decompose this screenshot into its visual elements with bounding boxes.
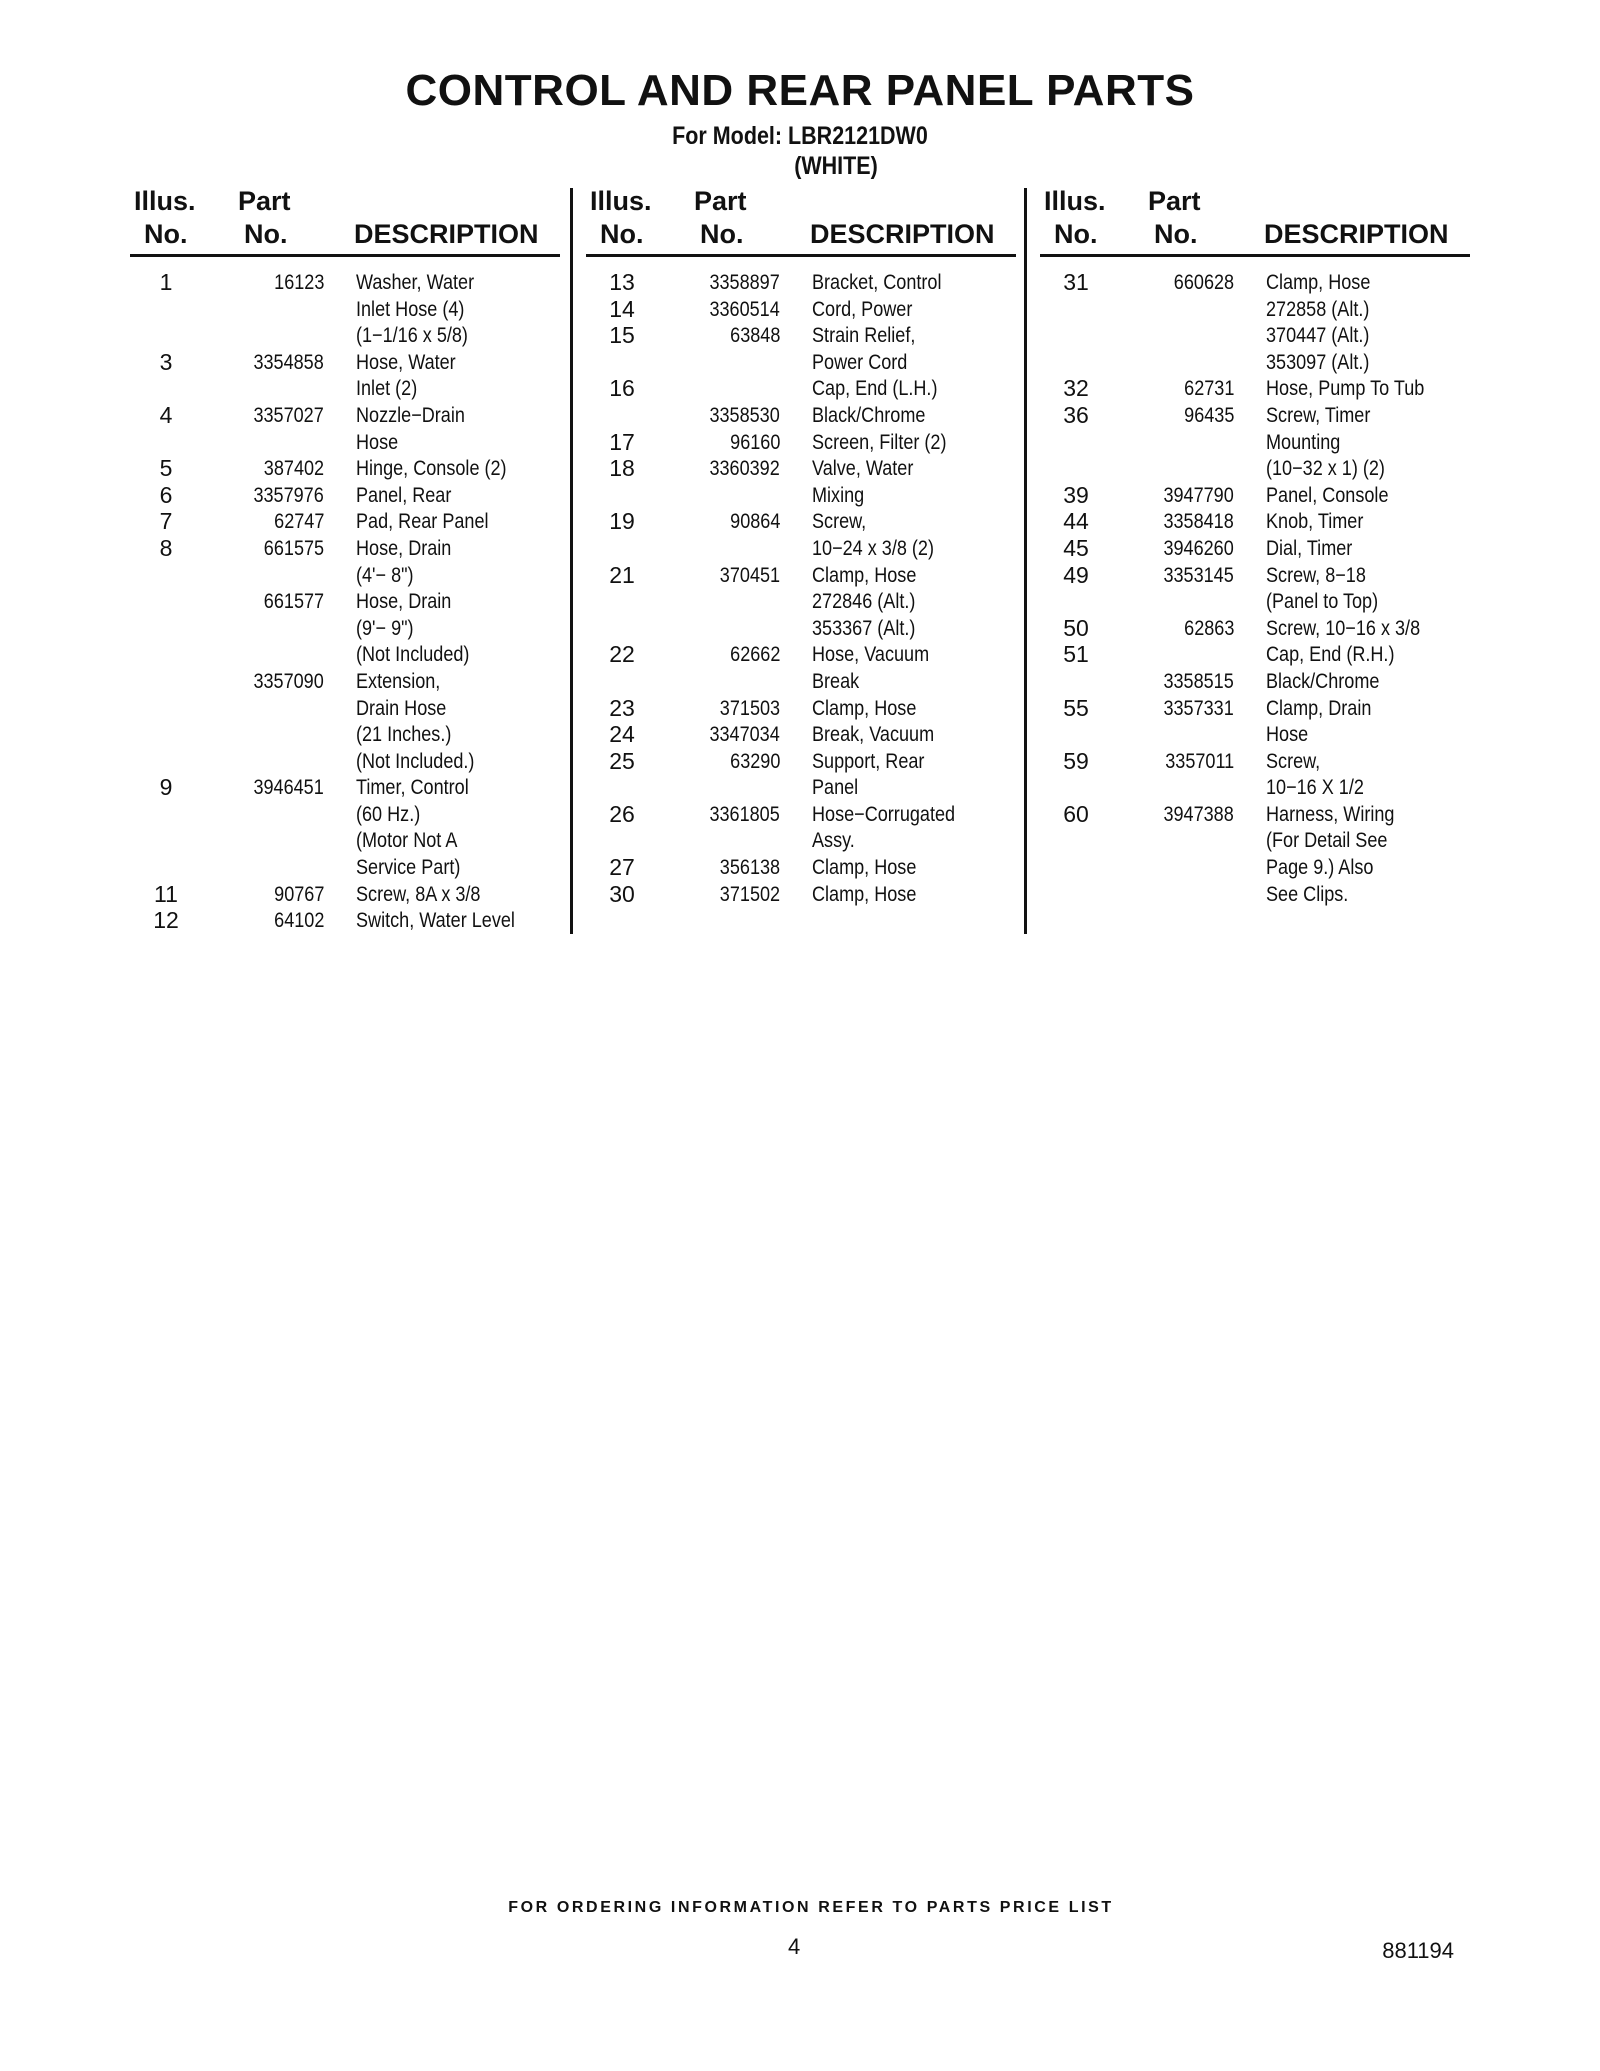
part-description: Support, Rear bbox=[812, 749, 925, 773]
part-description: Strain Relief, bbox=[812, 324, 916, 348]
parts-row bbox=[586, 377, 1016, 404]
part-description: (1−1/16 x 5/8) bbox=[356, 324, 468, 348]
part-description: Cord, Power bbox=[812, 297, 913, 321]
part-number: 3360514 bbox=[709, 297, 780, 321]
parts-row bbox=[130, 909, 560, 936]
illus-number: 5 bbox=[159, 455, 173, 482]
part-number: 63290 bbox=[729, 749, 780, 773]
part-description: (Motor Not A bbox=[356, 829, 458, 853]
parts-row bbox=[586, 404, 1016, 431]
illus-number: 44 bbox=[1063, 508, 1089, 535]
parts-row bbox=[130, 856, 560, 883]
illus-number: 8 bbox=[159, 534, 173, 561]
parts-row bbox=[1040, 829, 1470, 856]
part-number: 62747 bbox=[273, 510, 324, 534]
parts-row bbox=[1040, 324, 1470, 351]
illus-number: 9 bbox=[159, 774, 173, 801]
illus-number: 4 bbox=[159, 401, 173, 428]
part-description: Screw, 8A x 3/8 bbox=[356, 882, 481, 906]
parts-row bbox=[1040, 298, 1470, 325]
illus-number: 26 bbox=[609, 800, 635, 827]
part-number: 370451 bbox=[719, 563, 780, 587]
parts-row bbox=[1040, 883, 1470, 910]
illus-number: 51 bbox=[1063, 641, 1089, 668]
parts-row bbox=[586, 561, 1016, 591]
parts-row bbox=[586, 537, 1016, 564]
parts-row bbox=[586, 800, 1016, 830]
parts-row bbox=[130, 697, 560, 724]
part-number: 661577 bbox=[263, 590, 324, 614]
parts-row bbox=[586, 324, 1016, 351]
part-description: 370447 (Alt.) bbox=[1266, 324, 1370, 348]
parts-row bbox=[130, 534, 560, 564]
part-number: 3360392 bbox=[709, 457, 780, 481]
parts-row bbox=[1040, 776, 1470, 803]
parts-row bbox=[130, 510, 560, 537]
part-description: 353367 (Alt.) bbox=[812, 616, 916, 640]
illus-number: 3 bbox=[159, 348, 173, 375]
illus-number: 59 bbox=[1063, 747, 1089, 774]
parts-row bbox=[586, 856, 1016, 883]
part-description: Washer, Water bbox=[356, 271, 475, 294]
parts-row bbox=[130, 750, 560, 777]
part-description: Screw, bbox=[812, 510, 867, 534]
parts-row bbox=[586, 670, 1016, 697]
part-number: 64102 bbox=[273, 909, 324, 933]
illus-header-line1: Illus. bbox=[1044, 186, 1106, 216]
part-description: (10−32 x 1) (2) bbox=[1266, 457, 1385, 481]
parts-row bbox=[130, 348, 560, 378]
parts-row bbox=[1040, 561, 1470, 591]
part-description: Panel, Rear bbox=[356, 483, 452, 507]
part-description: Extension, bbox=[356, 669, 441, 693]
illus-header-line1: Illus. bbox=[590, 186, 652, 216]
parts-row bbox=[586, 776, 1016, 803]
part-description: Cap, End (L.H.) bbox=[812, 377, 938, 401]
illus-number: 27 bbox=[609, 854, 635, 881]
ordering-note: FOR ORDERING INFORMATION REFER TO PARTS PRICE LIST bbox=[508, 1899, 1114, 1916]
part-number: 3357331 bbox=[1163, 696, 1234, 720]
parts-row bbox=[1040, 590, 1470, 617]
part-description: Timer, Control bbox=[356, 776, 469, 800]
illus-number: 49 bbox=[1063, 561, 1089, 588]
parts-row bbox=[1040, 670, 1470, 697]
part-description: Break bbox=[812, 669, 860, 693]
parts-row bbox=[130, 723, 560, 750]
parts-row bbox=[586, 484, 1016, 511]
parts-row bbox=[1040, 510, 1470, 537]
part-number: 3357976 bbox=[253, 483, 324, 507]
part-description: Dial, Timer bbox=[1266, 536, 1353, 560]
part-number: 62662 bbox=[729, 643, 780, 667]
part-header-line1: Part bbox=[1148, 186, 1201, 216]
parts-row bbox=[130, 590, 560, 617]
part-header-line2: No. bbox=[1154, 219, 1198, 249]
part-number: 3357027 bbox=[253, 403, 324, 427]
illus-number: 32 bbox=[1063, 375, 1089, 402]
parts-row bbox=[130, 271, 560, 298]
illus-number: 22 bbox=[609, 641, 635, 668]
parts-row bbox=[130, 880, 560, 910]
parts-rows bbox=[586, 271, 1016, 909]
part-number: 3347034 bbox=[709, 723, 780, 747]
illus-number: 36 bbox=[1063, 401, 1089, 428]
part-description: Break, Vacuum bbox=[812, 723, 935, 747]
part-number: 371503 bbox=[719, 696, 780, 720]
part-description: Drain Hose bbox=[356, 696, 447, 720]
parts-row bbox=[586, 747, 1016, 777]
illus-number: 30 bbox=[609, 880, 635, 907]
part-description: Assy. bbox=[812, 829, 855, 853]
part-number: 3354858 bbox=[253, 350, 324, 374]
part-description: Clamp, Hose bbox=[812, 882, 917, 906]
part-description: Page 9.) Also bbox=[1266, 856, 1374, 880]
part-description: (4'− 8") bbox=[356, 563, 414, 587]
page-number: 4 bbox=[788, 1934, 801, 1959]
parts-row bbox=[1040, 694, 1470, 724]
part-description: Screen, Filter (2) bbox=[812, 430, 947, 454]
part-number: 3947388 bbox=[1163, 802, 1234, 826]
parts-row bbox=[130, 324, 560, 351]
parts-row bbox=[1040, 271, 1470, 298]
parts-row bbox=[130, 298, 560, 325]
parts-row bbox=[1040, 800, 1470, 830]
part-number: 3361805 bbox=[709, 802, 780, 826]
illus-number: 31 bbox=[1063, 269, 1089, 295]
part-description: Inlet Hose (4) bbox=[356, 297, 465, 321]
part-description: Hose, Drain bbox=[356, 536, 452, 560]
part-description: Clamp, Hose bbox=[1266, 271, 1371, 294]
part-description: 353097 (Alt.) bbox=[1266, 350, 1370, 374]
part-number: 3353145 bbox=[1163, 563, 1234, 587]
parts-row bbox=[586, 590, 1016, 617]
parts-row bbox=[1040, 747, 1470, 777]
model-line: For Model: LBR2121DW0 bbox=[672, 122, 928, 150]
part-number: 3946451 bbox=[253, 776, 324, 800]
part-description: Clamp, Hose bbox=[812, 563, 917, 587]
parts-row bbox=[586, 643, 1016, 670]
part-number: 356138 bbox=[719, 856, 780, 880]
part-number: 3358530 bbox=[709, 403, 780, 427]
part-description: Hose bbox=[356, 430, 399, 454]
parts-column-3 bbox=[1040, 186, 1470, 909]
part-header-line1: Part bbox=[694, 186, 747, 216]
parts-row bbox=[130, 564, 560, 591]
part-description: Hose, Vacuum bbox=[812, 643, 930, 667]
part-description: Clamp, Drain bbox=[1266, 696, 1372, 720]
parts-row bbox=[586, 617, 1016, 644]
parts-row bbox=[1040, 723, 1470, 750]
parts-row bbox=[1040, 643, 1470, 670]
part-number: 3358897 bbox=[709, 271, 780, 294]
illus-header-line2: No. bbox=[600, 219, 644, 249]
parts-row bbox=[586, 723, 1016, 750]
illus-number: 6 bbox=[159, 481, 173, 508]
illus-number: 50 bbox=[1063, 614, 1089, 641]
part-description: Screw, 8−18 bbox=[1266, 563, 1366, 587]
part-description: Nozzle−Drain bbox=[356, 403, 465, 427]
illus-header-line2: No. bbox=[1054, 219, 1098, 249]
illus-number: 45 bbox=[1063, 534, 1089, 561]
part-number: 63848 bbox=[729, 324, 780, 348]
parts-row bbox=[586, 880, 1016, 910]
part-description: See Clips. bbox=[1266, 882, 1349, 906]
part-description: Service Part) bbox=[356, 856, 461, 880]
part-description: Screw, bbox=[1266, 749, 1321, 773]
part-description: Power Cord bbox=[812, 350, 908, 374]
parts-rows bbox=[130, 271, 560, 936]
part-number: 62863 bbox=[1183, 616, 1234, 640]
parts-row bbox=[130, 803, 560, 830]
part-number: 96160 bbox=[729, 430, 780, 454]
parts-row bbox=[130, 829, 560, 856]
illus-number: 11 bbox=[154, 880, 178, 907]
description-header: DESCRIPTION bbox=[354, 219, 539, 249]
part-description: Panel bbox=[812, 776, 859, 800]
part-description: (For Detail See bbox=[1266, 829, 1388, 853]
illus-number: 23 bbox=[609, 694, 635, 721]
part-description: Hose−Corrugated bbox=[812, 802, 956, 826]
column-header bbox=[1040, 186, 1470, 257]
parts-row bbox=[1040, 534, 1470, 564]
part-description: 10−16 X 1/2 bbox=[1266, 776, 1364, 800]
part-number: 3946260 bbox=[1163, 536, 1234, 560]
part-number: 3357011 bbox=[1165, 749, 1234, 773]
parts-rows bbox=[1040, 271, 1470, 909]
part-number: 661575 bbox=[263, 536, 324, 560]
illus-number: 60 bbox=[1063, 800, 1089, 827]
parts-row bbox=[586, 457, 1016, 484]
illus-number: 39 bbox=[1063, 481, 1089, 508]
part-description: Pad, Rear Panel bbox=[356, 510, 489, 534]
parts-column-2 bbox=[586, 186, 1016, 909]
part-description: Valve, Water bbox=[812, 457, 914, 481]
column-divider bbox=[1024, 188, 1027, 934]
part-number: 62731 bbox=[1183, 377, 1234, 401]
part-number: 16123 bbox=[273, 271, 324, 294]
part-number: 387402 bbox=[263, 457, 324, 481]
illus-number: 18 bbox=[609, 455, 635, 482]
parts-row bbox=[130, 670, 560, 697]
part-description: Clamp, Hose bbox=[812, 696, 917, 720]
illus-number: 25 bbox=[609, 747, 635, 774]
part-description: (9'− 9") bbox=[356, 616, 414, 640]
illus-number: 21 bbox=[609, 561, 635, 588]
part-description: Bracket, Control bbox=[812, 271, 942, 294]
part-description: (Panel to Top) bbox=[1266, 590, 1379, 614]
color-line: (WHITE) bbox=[794, 152, 878, 180]
part-description: (Not Included.) bbox=[356, 749, 475, 773]
illus-number: 14 bbox=[609, 295, 635, 322]
part-description: (Not Included) bbox=[356, 643, 470, 667]
part-description: (60 Hz.) bbox=[356, 802, 421, 826]
column-header bbox=[130, 186, 560, 257]
part-header-line2: No. bbox=[244, 219, 288, 249]
parts-row bbox=[586, 271, 1016, 298]
part-description: Screw, Timer bbox=[1266, 403, 1371, 427]
part-description: Hinge, Console (2) bbox=[356, 457, 507, 481]
document-number: 881194 bbox=[1382, 1938, 1454, 1963]
part-number: 3358418 bbox=[1163, 510, 1234, 534]
illus-number: 55 bbox=[1063, 694, 1089, 721]
part-description: Hose, Pump To Tub bbox=[1266, 377, 1425, 401]
parts-row bbox=[130, 377, 560, 404]
parts-row bbox=[130, 643, 560, 670]
part-description: Cap, End (R.H.) bbox=[1266, 643, 1395, 667]
description-header: DESCRIPTION bbox=[1264, 219, 1449, 249]
illus-header-line1: Illus. bbox=[134, 186, 196, 216]
part-description: Panel, Console bbox=[1266, 483, 1389, 507]
illus-number: 24 bbox=[609, 721, 635, 748]
part-description: Screw, 10−16 x 3/8 bbox=[1266, 616, 1421, 640]
part-description: Harness, Wiring bbox=[1266, 802, 1395, 826]
parts-row bbox=[130, 401, 560, 431]
illus-number: 12 bbox=[153, 907, 179, 934]
page-title: CONTROL AND REAR PANEL PARTS bbox=[405, 66, 1195, 115]
illus-number: 16 bbox=[609, 375, 635, 402]
illus-number: 7 bbox=[159, 508, 173, 535]
part-description: (21 Inches.) bbox=[356, 723, 452, 747]
parts-row bbox=[586, 510, 1016, 537]
column-divider bbox=[570, 188, 573, 934]
part-number: 90864 bbox=[729, 510, 780, 534]
part-number: 96435 bbox=[1183, 403, 1234, 427]
part-number: 3358515 bbox=[1163, 669, 1234, 693]
part-number: 3357090 bbox=[253, 669, 324, 693]
parts-row bbox=[1040, 614, 1470, 644]
part-description: 272858 (Alt.) bbox=[1266, 297, 1370, 321]
parts-row bbox=[1040, 351, 1470, 378]
description-header: DESCRIPTION bbox=[810, 219, 995, 249]
part-description: Switch, Water Level bbox=[356, 909, 515, 933]
parts-row bbox=[586, 351, 1016, 378]
parts-row bbox=[586, 694, 1016, 724]
parts-row bbox=[1040, 481, 1470, 511]
illus-number: 15 bbox=[609, 322, 635, 349]
part-description: Mixing bbox=[812, 483, 865, 507]
part-header-line1: Part bbox=[238, 186, 291, 216]
illus-number: 13 bbox=[609, 269, 635, 295]
part-number: 371502 bbox=[719, 882, 780, 906]
parts-row bbox=[130, 776, 560, 803]
part-description: 10−24 x 3/8 (2) bbox=[812, 536, 934, 560]
part-description: Black/Chrome bbox=[1266, 669, 1380, 693]
part-description: Inlet (2) bbox=[356, 377, 418, 401]
illus-header-line2: No. bbox=[144, 219, 188, 249]
parts-row bbox=[1040, 856, 1470, 883]
parts-row bbox=[1040, 401, 1470, 431]
part-description: Black/Chrome bbox=[812, 403, 926, 427]
part-description: Hose, Water bbox=[356, 350, 456, 374]
illus-number: 19 bbox=[609, 508, 635, 535]
parts-row bbox=[1040, 377, 1470, 404]
parts-row bbox=[130, 481, 560, 511]
parts-row bbox=[586, 295, 1016, 325]
part-description: Knob, Timer bbox=[1266, 510, 1364, 534]
part-description: 272846 (Alt.) bbox=[812, 590, 916, 614]
parts-row bbox=[130, 617, 560, 644]
column-header bbox=[586, 186, 1016, 257]
part-header-line2: No. bbox=[700, 219, 744, 249]
parts-row bbox=[130, 457, 560, 484]
part-number: 660628 bbox=[1173, 271, 1234, 294]
part-description: Clamp, Hose bbox=[812, 856, 917, 880]
part-number: 3947790 bbox=[1163, 483, 1234, 507]
parts-row bbox=[586, 829, 1016, 856]
part-description: Hose, Drain bbox=[356, 590, 452, 614]
illus-number: 1 bbox=[159, 269, 173, 295]
parts-row bbox=[1040, 457, 1470, 484]
parts-column-1 bbox=[130, 186, 560, 936]
parts-row bbox=[1040, 431, 1470, 458]
parts-row bbox=[130, 431, 560, 458]
part-description: Mounting bbox=[1266, 430, 1341, 454]
parts-row bbox=[586, 428, 1016, 458]
part-description: Hose bbox=[1266, 723, 1309, 747]
part-number: 90767 bbox=[273, 882, 324, 906]
illus-number: 17 bbox=[609, 428, 635, 455]
